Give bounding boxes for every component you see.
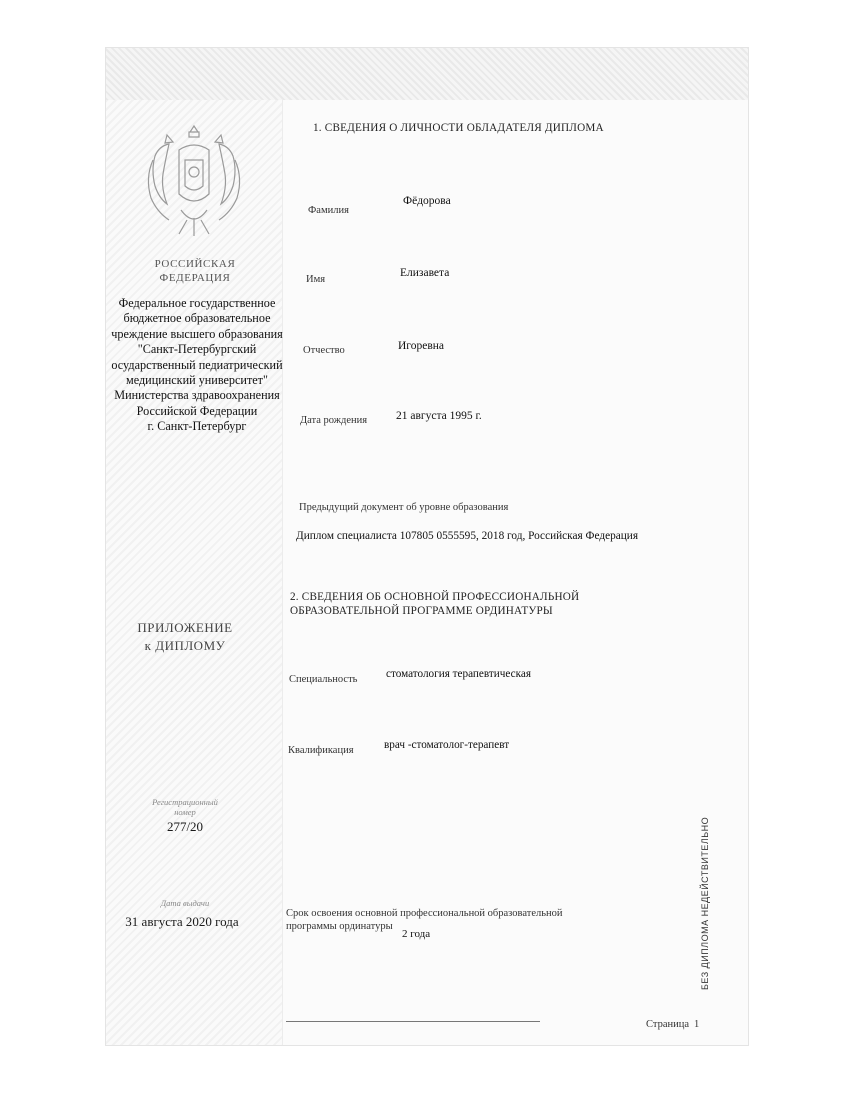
country-name [130,257,260,285]
signature-line [286,1021,540,1022]
birth-date-value: 21 августа 1995 г. [396,410,482,422]
institution-name [108,296,286,435]
panel-divider [282,100,283,1045]
page-label: Страница [646,1019,690,1030]
issue-date: 31 августа 2020 года [125,914,239,929]
appendix-line-2: к ДИПЛОМУ [144,638,226,653]
surname-label: Фамилия [308,205,349,216]
specialty-value: стоматология терапевтическая [386,668,531,680]
registration-number: 277/20 [166,819,204,834]
patronymic-label: Отчество [303,345,345,356]
qualification-label: Квалификация [288,745,354,756]
double-headed-eagle-emblem-icon [143,120,245,244]
institution-line: "Санкт-Петербургский [137,342,257,357]
previous-document-label: Предыдущий документ об уровне образования [299,502,509,513]
appendix-title [120,619,250,655]
surname-value: Фёдорова [403,195,451,207]
country-line-2: ФЕДЕРАЦИЯ [159,272,231,284]
duration-label-line-2: программы ординатуры [286,921,393,932]
previous-document-value: Диплом специалиста 107805 0555595, 2018 год, Российская Федерация [296,530,639,542]
institution-line: Федеральное государственное [118,296,276,310]
institution-line: осударственный педиатрический [111,357,283,372]
patronymic-value: Игоревна [398,340,445,352]
section-2-title [290,590,579,618]
duration-value: 2 года [402,928,431,940]
country-line-1: РОССИЙСКАЯ [154,258,236,270]
institution-line: чреждение высшего образования [111,326,283,341]
section-2-title-line-1: 2. СВЕДЕНИЯ ОБ ОСНОВНОЙ ПРОФЕССИОНАЛЬНОЙ [290,591,580,603]
registration-number-label [130,797,240,817]
institution-line: Министерства здравоохранения [114,388,280,403]
section-2-title-line-2: ОБРАЗОВАТЕЛЬНОЙ ПРОГРАММЕ ОРДИНАТУРЫ [290,605,553,617]
page-number: 1 [694,1019,700,1030]
duration-label-line-1: Срок освоения основной профессиональной образовательной [286,908,563,919]
security-pattern-band [106,48,748,100]
institution-line: бюджетное образовательное [123,311,271,326]
reg-label-line-2: номер [174,807,196,817]
institution-line: медицинский университет" [126,373,268,388]
issue-date-label: Дата выдачи [160,898,210,908]
section-1-title: 1. СВЕДЕНИЯ О ЛИЧНОСТИ ОБЛАДАТЕЛЯ ДИПЛОМА [313,122,604,134]
reg-label-line-1: Регистрационный [152,797,218,807]
validity-side-note: БЕЗ ДИПЛОМА НЕДЕЙСТВИТЕЛЬНО [700,816,710,990]
institution-line: Российской Федерации [136,403,258,418]
birth-date-label: Дата рождения [300,415,368,426]
institution-line: г. Санкт-Петербург [147,419,247,434]
qualification-value: врач -стоматолог-терапевт [384,739,510,751]
appendix-line-1: ПРИЛОЖЕНИЕ [137,620,233,635]
name-label: Имя [306,274,326,285]
specialty-label: Специальность [289,674,358,685]
name-value: Елизавета [400,267,450,279]
